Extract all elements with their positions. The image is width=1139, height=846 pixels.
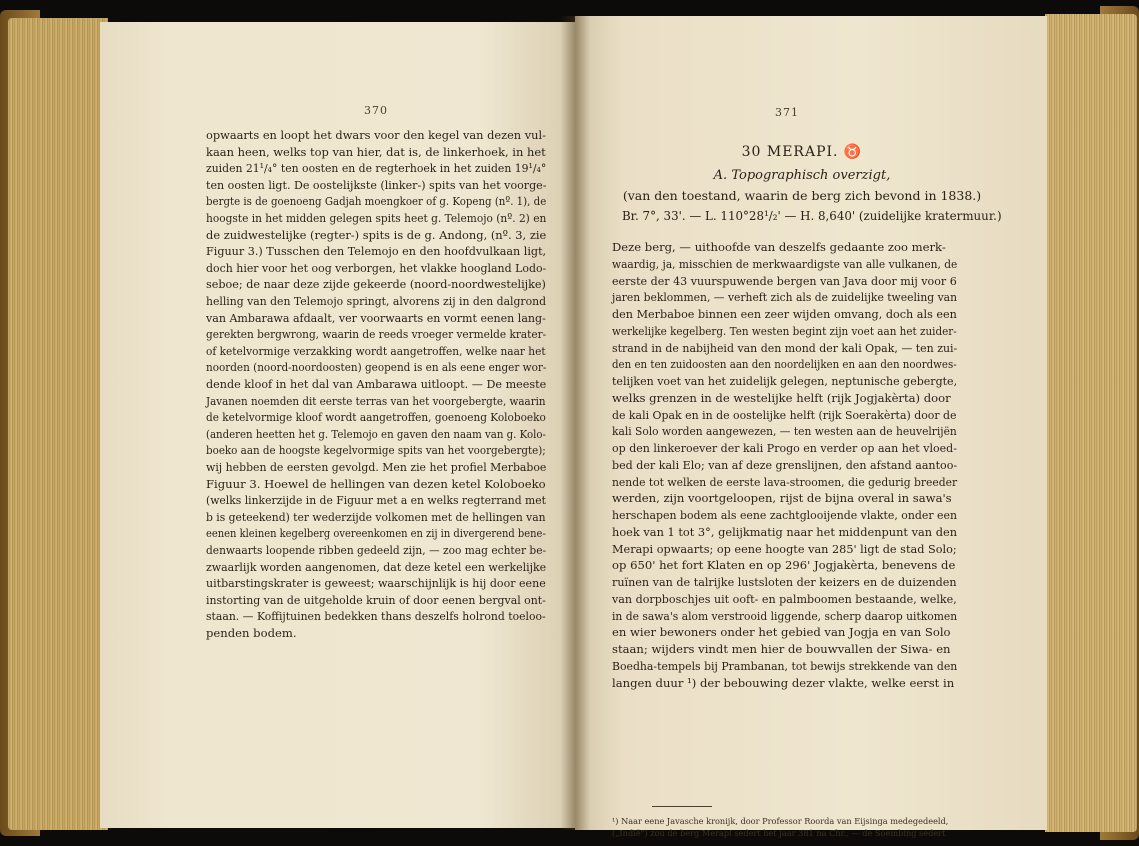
- text-line: nende tot welken de eerste lava-stroomen, die gedurig breeder: [612, 474, 958, 489]
- text-line: dende kloof in het dal van Ambarawa uitloopt. — De meeste: [206, 377, 547, 391]
- text-line: penden bodem.: [206, 626, 297, 640]
- left-page: [100, 22, 575, 828]
- text-line: helling van den Telemojo springt, alvorens zij in den dalgrond: [206, 294, 547, 308]
- right-page: [575, 16, 1047, 838]
- text-line: van Ambarawa afdaalt, ver voorwaarts en vormt eenen lang-: [206, 310, 546, 325]
- text-line: den Merbaboe binnen een zeer wijden omvang, doch als een: [612, 307, 957, 321]
- text-line: gerekten bergwrong, waarin de reeds vroeger vermelde krater-: [206, 327, 547, 342]
- text-line: op 650' het fort Klaten en op 296' Jogjakèrta, benevens de: [612, 558, 956, 573]
- chapter-title: 30 MERAPI. ♉: [741, 144, 863, 160]
- text-line: op den linkeroever der kali Progo en verder op aan het vloed-: [612, 441, 957, 455]
- text-line: („Indië") zou de berg Merapi sedert het jaar 381 na Chr., — de Soembing sedert: [612, 828, 946, 838]
- text-line: Figuur 3.) Tusschen den Telemojo en den hoofdvulkaan ligt,: [206, 244, 547, 259]
- text-line: opwaarts en loopt het dwars voor den kegel van dezen vul-: [206, 128, 546, 142]
- text-line: wij hebben de eersten gevolgd. Men zie het profiel Merbaboe: [206, 460, 547, 474]
- text-line: hoogste in het midden gelegen spits heet g. Telemojo (nº. 2) en: [206, 211, 547, 225]
- text-line: b is geteekend) ter wederzijde volkomen met de hellingen van: [206, 509, 546, 524]
- footnote-divider: [652, 806, 712, 807]
- text-line: staan. — Koffijtuinen bedekken thans deszelfs holrond toeloo-: [206, 609, 546, 624]
- text-line: jaren beklommen, — verheft zich als de zuidelijke tweeling van: [612, 290, 957, 305]
- coordinates-line: Br. 7°, 33'. — L. 110°28¹/₂' — H. 8,640' (zuidelijke kratermuur.): [621, 208, 1002, 223]
- text-line: de zuidwestelijke (regter-) spits is de g. Andong, (nº. 3, zie: [206, 227, 547, 242]
- text-line: werden, zijn voortgeloopen, rijst de bijna overal in sawa's: [612, 491, 952, 506]
- page-edges-right: [1045, 14, 1137, 832]
- text-line: ruïnen van de talrijke lustsloten der keizers en de duizenden: [612, 575, 957, 589]
- text-line: uitbarstingskrater is geweest; waarschijnlijk is hij door eene: [206, 576, 546, 591]
- text-line: ten oosten ligt. De oostelijkste (linker-) spits van het voorge-: [206, 177, 547, 192]
- text-line: waardig, ja, misschien de merkwaardigste van alle vulkanen, de: [612, 256, 958, 271]
- text-line: Deze berg, — uithoofde van deszelfs gedaante zoo merk-: [612, 240, 946, 254]
- text-line: telijken voet van het zuidelijk gelegen, neptunische gebergte,: [612, 374, 958, 388]
- text-line: kaan heen, welks top van hier, dat is, de linkerhoek, in het: [206, 144, 546, 159]
- text-line: bed der kali Elo; van af deze grenslijnen, den afstand aantoo-: [612, 457, 958, 472]
- text-line: seboe; de naar deze zijde gekeerde (noord-noordwestelijke): [206, 277, 546, 292]
- text-line: in de sawa's alom verstrooid liggende, scherp daarop uitkomen: [612, 608, 958, 623]
- state-subtitle: (van den toestand, waarin de berg zich bevond in 1838.): [622, 188, 982, 203]
- book-gutter: [560, 16, 590, 830]
- text-line: langen duur ¹) der bebouwing dezer vlakte, welke eerst in: [612, 675, 955, 690]
- text-line: doch hier voor het oog verborgen, het vlakke hoogland Lodo-: [206, 260, 547, 275]
- text-line: welks grenzen in de westelijke helft (rijk Jogjakèrta) door: [612, 390, 951, 405]
- text-line: bergte is de goenoeng Gadjah moengkoer of g. Kopeng (nº. 1), de: [206, 194, 547, 209]
- page-number: 371: [775, 106, 799, 119]
- page-edges-left: [8, 18, 108, 830]
- text-line: ¹) Naar eene Javasche kronijk, door Professor Roorda van Eijsinga medegedeeld,: [612, 816, 949, 826]
- text-line: zuiden 21¹/₄° ten oosten en de regterhoek in het zuiden 19¹/₄°: [206, 161, 547, 176]
- text-line: (anderen heetten het g. Telemojo en gaven den naam van g. Kolo-: [206, 426, 546, 441]
- text-line: strand in de nabijheid van den mond der kali Opak, — ten zui-: [612, 340, 958, 355]
- text-line: staan; wijders vindt men hier de bouwvallen der Siwa- en: [612, 642, 951, 656]
- text-line: of ketelvormige verzakking wordt aangetroffen, welke naar het: [206, 343, 546, 358]
- text-line: de ketelvormige kloof wordt aangetroffen, goenoeng Koloboeko: [206, 410, 546, 425]
- text-line: instorting van de uitgeholde kruin of door eenen bergval ont-: [206, 592, 546, 607]
- text-line: boeko aan de hoogste kegelvormige spits van het voorgebergte);: [206, 443, 546, 458]
- text-line: Figuur 3. Hoewel de hellingen van dezen ketel Koloboeko: [206, 476, 546, 491]
- text-line: (welks linkerzijde in de Figuur met a en welks regterrand met: [206, 493, 546, 508]
- text-line: den en ten zuidoosten aan den noordelijken en aan den noordwes-: [612, 357, 957, 372]
- text-line: van dorpboschjes uit ooft- en palmboomen bestaande, welke,: [612, 591, 957, 606]
- text-line: kali Solo worden aangewezen, — ten westen aan de heuvelrijën: [612, 424, 957, 439]
- text-line: denwaarts loopende ribben gedeeld zijn, — zoo mag echter be-: [206, 543, 547, 557]
- text-line: noorden (noord-noordoosten) geopend is en als eene enger wor-: [206, 360, 547, 375]
- text-line: de kali Opak en in de oostelijke helft (rijk Soerakèrta) door de: [612, 407, 957, 422]
- text-line: Javanen noemden dit eerste terras van het voorgebergte, waarin: [206, 393, 546, 408]
- text-line: zwaarlijk worden aangenomen, dat deze ketel een werkelijke: [206, 559, 547, 574]
- text-line: herschapen bodem als eene zachtglooijende vlakte, onder een: [612, 508, 958, 522]
- text-line: hoek van 1 tot 3°, gelijkmatig naar het middenpunt van den: [612, 524, 958, 539]
- section-title: A. Topographisch overzigt,: [713, 168, 891, 183]
- text-line: eenen kleinen kegelberg overeenkomen en zij in divergerend bene-: [206, 526, 546, 541]
- text-line: werkelijke kegelberg. Ten westen begint zijn voet aan het zuider-: [612, 323, 957, 338]
- text-line: Merapi opwaarts; op eene hoogte van 285' ligt de stad Solo;: [612, 541, 957, 556]
- text-line: en wier bewoners onder het gebied van Jogja en van Solo: [612, 625, 951, 640]
- page-number: 370: [364, 104, 388, 117]
- text-line: eerste der 43 vuurspuwende bergen van Java door mij voor 6: [612, 273, 957, 288]
- text-line: Boedha-tempels bij Prambanan, tot bewijs strekkende van den: [612, 658, 958, 673]
